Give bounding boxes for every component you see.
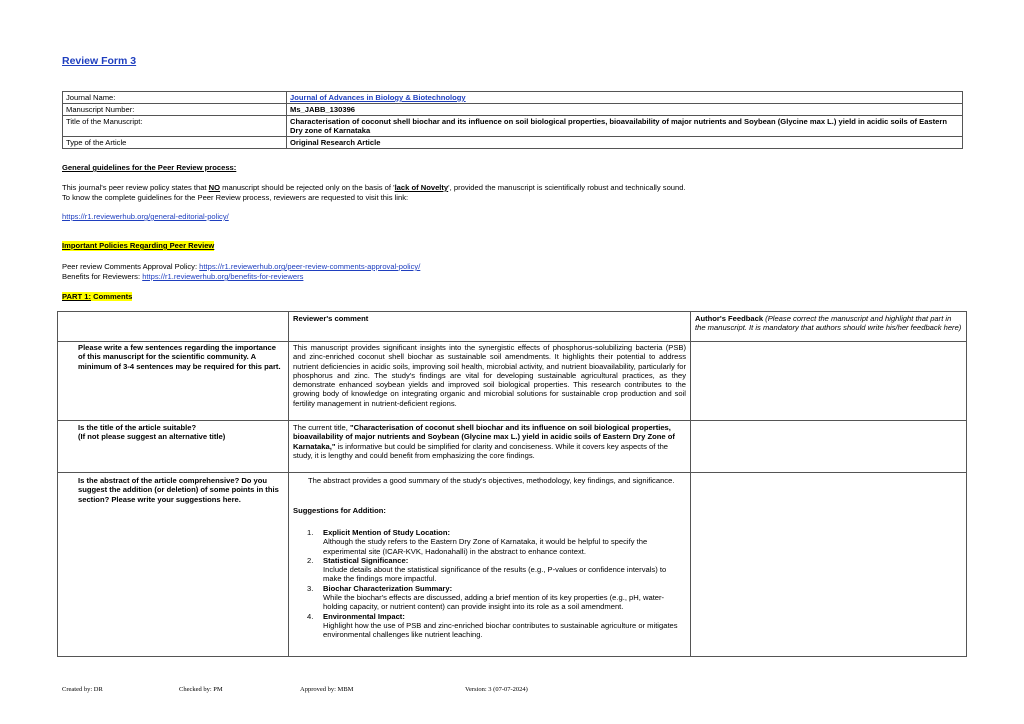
journal-name-link[interactable]: Journal of Advances in Biology & Biotechnology (290, 93, 466, 102)
question-importance: Please write a few sentences regarding the importance of this manuscript for the scientific community. A minimum of 3-4 sentences may be required for this part. (78, 343, 281, 371)
guidelines-heading: General guidelines for the Peer Review process: (62, 163, 237, 172)
no-emphasis: NO (208, 183, 221, 192)
list-item: 3. Biochar Characterization Summary: While the biochar's effects are discussed, adding a brief mention of its key properties (e.g., pH, water-holding capacity, or nutrient content) can provide insight into its role as a soil amendment. (289, 584, 684, 612)
comment-title-remark: is informative but could be simplified for clarity and conciseness. While it covers key aspects of the study, it is lengthy and could benefit from emphasizing the core findings. (293, 441, 669, 460)
editorial-policy-link[interactable]: https://r1.reviewerhub.org/general-editorial-policy/ (62, 212, 229, 221)
question-title: Is the title of the article suitable? (If not please suggest an alternative title) (78, 423, 226, 442)
footer-checked-by: Checked by: PM (179, 686, 223, 693)
guidelines-visit-text: To know the complete guidelines for the Peer Review process, reviewers are requested to visit this link: (62, 193, 409, 202)
novelty-emphasis: lack of Novelty (394, 183, 449, 192)
author-feedback-instruction: (Please correct the manuscript and highlight that part in the manuscript. It is mandatory that authors should write his/her feedback here) (695, 314, 962, 333)
benefits-link[interactable]: https://r1.reviewerhub.org/benefits-for-reviewers (142, 272, 304, 281)
table-row (63, 104, 963, 116)
suggestion-text: Highlight how the use of PSB and zinc-enriched biochar contributes to sustainable agriculture or mitigates environmental challenges like nutrient leaching. (323, 620, 678, 640)
manuscript-number-label: Manuscript Number: (63, 104, 287, 116)
table-row (63, 92, 963, 104)
reviewer-comment-header: Reviewer's comment (293, 314, 369, 323)
article-type-value: Original Research Article (287, 137, 963, 149)
part1-label: PART 1: (62, 292, 91, 301)
suggestions-heading: Suggestions for Addition: (293, 506, 386, 515)
suggestion-text: Include details about the statistical significance of the results (e.g., P-values or confidence intervals) to make the findings more impactful. (323, 565, 667, 584)
footer-version: Version: 3 (07-07-2024) (465, 686, 528, 693)
author-feedback-cell[interactable] (691, 342, 967, 419)
comment-title (293, 423, 686, 460)
author-feedback-label: Author's Feedback (695, 314, 764, 323)
approval-policy-label: Peer review Comments Approval Policy: (62, 262, 200, 271)
footer-created-by: Created by: DR (62, 686, 103, 693)
guidelines-text: This journal's peer review policy states that (62, 183, 209, 192)
comment-importance: This manuscript provides significant insights into the synergistic effects of phosphorus-solubilizing bacteria (PSB) and zinc-enriched coconut shell biochar as sustainable soil amendments. It highlights their potential to address nutrient deficiencies in acidic soils, improving soil health, microbial activity, and nutrient bioavailability, particularly for phosphorus and zinc. The study's findings are vital for developing sustainable agricultural practices, as they demonstrate enhanced soybean yields and improved soil biological properties. This research contributes to the growing body of knowledge on integrating organic and microbial solutions for sustainable crop production and soil fertility management in nutrient-deficient regions. (293, 343, 686, 408)
article-type-label: Type of the Article (63, 137, 287, 149)
guidelines-text: ', provided the manuscript is scientifically robust and technically sound. (448, 183, 686, 192)
part1-heading (62, 292, 132, 302)
form-title: Review Form 3 (62, 55, 137, 67)
suggestion-text: Although the study refers to the Eastern Dry Zone of Karnataka, it would be helpful to specify the experimental site (ICAR-KVK, Hadonahalli) in the abstract to enhance context. (323, 537, 648, 556)
suggestions-list (289, 528, 684, 640)
guidelines-paragraph (62, 183, 686, 193)
comment-title-intro: The current title, (293, 423, 350, 432)
author-feedback-cell[interactable] (691, 421, 967, 471)
benefits-label: Benefits for Reviewers: (62, 272, 143, 281)
list-item: 4. Environmental Impact: Highlight how the use of PSB and zinc-enriched biochar contributes to sustainable agriculture or mitigates environmental challenges like nutrient leaching. (289, 612, 684, 640)
guidelines-text: manuscript should be rejected only on the basis of ' (220, 183, 395, 192)
comments-table (57, 311, 967, 657)
suggestion-title: Explicit Mention of Study Location: (323, 528, 450, 537)
list-item: 1. Explicit Mention of Study Location: Although the study refers to the Eastern Dry Zone of Karnataka, it would be helpful to specify the experimental site (ICAR-KVK, Hadonahalli) in the abstract to enhance context. (289, 528, 684, 556)
comment-abstract-intro: The abstract provides a good summary of the study's objectives, methodology, key findings, and significance. (308, 476, 675, 485)
manuscript-title-value: Characterisation of coconut shell biochar and its influence on soil biological properties, bioavailability of major nutrients and Soybean (Glycine max L.) yield in acidic soils of Eastern Dry zone of Karnataka (287, 116, 963, 137)
suggestion-title: Environmental Impact: (323, 611, 405, 621)
author-feedback-header (695, 314, 963, 333)
suggestion-text: While the biochar's effects are discussed, adding a brief mention of its key properties (e.g., pH, water-holding capacity, or nutrient content) can provide insight into its role as a soil amendment. (323, 593, 665, 612)
journal-name-label: Journal Name: (63, 92, 287, 104)
list-item: 2. Statistical Significance: Include details about the statistical significance of the results (e.g., P-values or confidence intervals) to make the findings more impactful. (289, 556, 684, 584)
suggestion-title: Biochar Characterization Summary: (323, 583, 453, 593)
part1-title: Comments (90, 292, 133, 301)
footer-approved-by: Approved by: MBM (300, 686, 354, 693)
table-row (63, 116, 963, 137)
approval-policy-line (62, 262, 420, 272)
author-feedback-cell[interactable] (691, 473, 967, 656)
suggestion-title: Statistical Significance: (323, 555, 409, 565)
manuscript-number-value: Ms_JABB_130396 (287, 104, 963, 116)
quoted-title: "Characterisation of coconut shell biochar and its influence on soil biological properties, bioavailability of major nutrients and Soybean (Glycine max L.) yield in acidic soils of Eastern Dry Zone of Karnataka," (293, 423, 675, 451)
manuscript-info-table (62, 91, 963, 149)
benefits-line (62, 272, 303, 282)
approval-policy-link[interactable]: https://r1.reviewerhub.org/peer-review-comments-approval-policy/ (199, 262, 421, 271)
table-row (63, 137, 963, 149)
manuscript-title-label: Title of the Manuscript: (63, 116, 287, 137)
policies-heading: Important Policies Regarding Peer Review (62, 241, 215, 250)
question-abstract: Is the abstract of the article comprehensive? Do you suggest the addition (or deletion) of some points in this section? Please write your suggestions here. (78, 476, 279, 504)
